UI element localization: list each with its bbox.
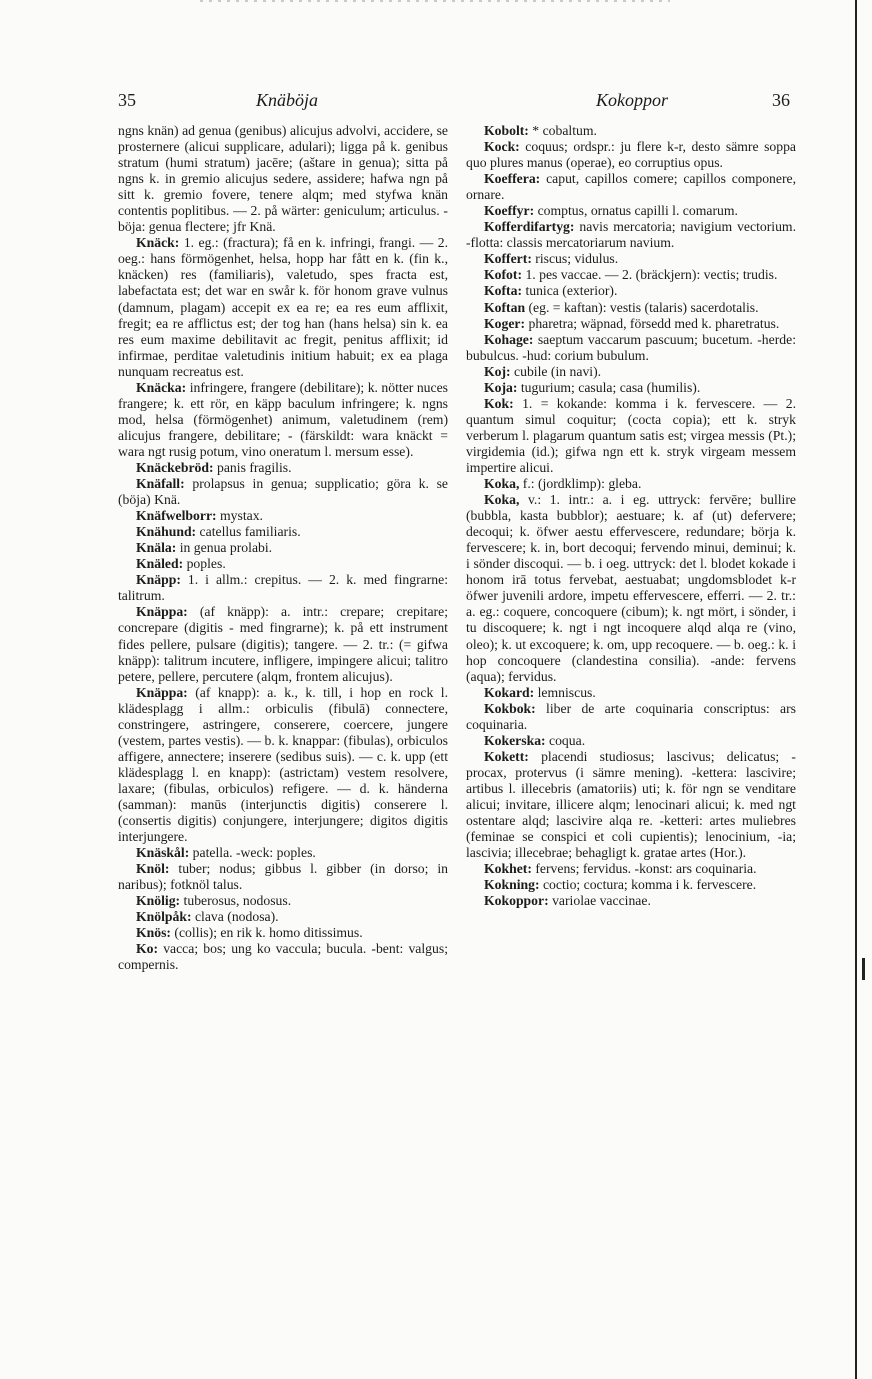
dictionary-entry xyxy=(466,332,796,364)
entry-headword: Knäppa: xyxy=(136,684,188,700)
dictionary-entry xyxy=(118,861,448,893)
entry-headword: Koeffera: xyxy=(484,171,541,187)
entry-headword: Knöl: xyxy=(136,861,170,877)
entry-definition: patella. -weck: poples. xyxy=(192,845,316,861)
entry-definition: in genua prolabi. xyxy=(179,540,273,556)
entry-definition: lemniscus. xyxy=(537,684,596,700)
dictionary-entry xyxy=(118,460,448,476)
dictionary-entry xyxy=(118,524,448,540)
entry-definition: coquus; ordspr.: ju flere k-r, desto sämre soppa quo plures manus (operae), eo corruptius opus. xyxy=(466,139,797,171)
entry-definition: tuber; nodus; gibbus l. gibber (in dorso; in naribus); fotknöl talus. xyxy=(118,861,448,893)
dictionary-entry xyxy=(118,540,448,556)
entry-headword: Knölig: xyxy=(136,893,181,909)
dictionary-entry xyxy=(466,364,796,380)
entry-headword: Kok: xyxy=(484,395,514,411)
dictionary-entry xyxy=(118,476,448,508)
entry-headword: Knähund: xyxy=(136,524,197,540)
entry-definition: 1. eg.: (fractura); få en k. infringi, frangi. — 2. oeg.: hans förmögenhet, helsa, hopp har fått en k. (fin k., knäcken) res (familiaris), valetudo, spes fracta est, labefactata est; det war en swår k. för honom grave vulnus (damnum, plagam) accepit ex ea re; ea res eum afflixit, fregit; ea re afflictus est; der tog han (hans helsa) sin k. ea res eum maxime debilitavit ac fregit, penitus afflixit; id infirmae, perditae valetudinis initium habuit; ex ea plaga nunquam recreatus est. xyxy=(118,235,449,379)
entry-definition: tunica (exterior). xyxy=(525,283,618,299)
running-head-right: Kokoppor xyxy=(596,90,668,110)
entry-definition: 1. i allm.: crepitus. — 2. k. med fingrarne: talitrum. xyxy=(118,572,448,604)
dictionary-entry xyxy=(466,476,796,492)
entry-headword: Knäskål: xyxy=(136,845,190,861)
entry-headword: Knäppa: xyxy=(136,604,188,620)
dictionary-entry xyxy=(118,909,448,925)
dictionary-entry xyxy=(466,139,796,171)
entry-headword: Kofta: xyxy=(484,283,523,299)
entry-definition: riscus; vidulus. xyxy=(535,251,619,267)
entry-definition: (af knapp): a. k., k. till, i hop en rock l. klädesplagg i allm.: orbiculis (fibulā) connectere, constringere, astringere, conserere, coercere, jungere (vestem, partes vestis). — b. k. knappar: (fibulas), orbiculos affigere, annectere; inserere (sedibus suis). — c. k. upp (ett klädesplagg l. en knapp): (astrictam) vestem resolvere, laxare; (fibulas, orbiculos) refigere. — d. k. händerna (samman): manūs (interjunctis digitis) conserere l. (consertis digitis) conjungere, interjungere; digitos digitis interjungere. xyxy=(118,684,449,845)
entry-headword: Knäpp: xyxy=(136,572,181,588)
dictionary-entry xyxy=(466,861,796,877)
dictionary-entry xyxy=(118,508,448,524)
entry-definition: cubile (in navi). xyxy=(514,363,602,379)
entry-definition: (af knäpp): a. intr.: crepare; crepitare; concrepare (digitis - med fingrarne); k. på ett instrument fides pellere, pulsare (digitis); tangere. — 2. tr.: (= gifwa knäpp): talitrum incutere, infligere, impingere alicui; talitro petere, pellere, percutere (alqm, frontem alicujus). xyxy=(118,604,448,684)
running-head-left: Knäböja xyxy=(256,90,319,110)
page-edge-mark xyxy=(862,958,865,980)
entry-headword: Kokett: xyxy=(484,748,529,764)
entry-headword: Kofot: xyxy=(484,267,523,283)
dictionary-entry xyxy=(466,893,796,909)
dictionary-entry xyxy=(118,845,448,861)
dictionary-entry xyxy=(118,556,448,572)
entry-definition: tuberosus, nodosus. xyxy=(183,893,292,909)
entry-definition: panis fragilis. xyxy=(217,459,292,475)
dictionary-entry xyxy=(466,492,796,685)
entry-definition: coqua. xyxy=(549,732,586,748)
entry-definition: fervens; fervidus. -konst: ars coquinaria. xyxy=(535,861,757,877)
dictionary-entry xyxy=(466,877,796,893)
dictionary-entry xyxy=(118,572,448,604)
right-column xyxy=(466,123,796,909)
entry-definition: variolae vaccinae. xyxy=(552,893,651,909)
entry-definition: catellus familiaris. xyxy=(199,524,301,540)
dictionary-entry xyxy=(118,604,448,684)
dictionary-entry xyxy=(466,251,796,267)
dictionary-entry xyxy=(466,749,796,861)
dictionary-entry xyxy=(466,203,796,219)
entry-definition: poples. xyxy=(186,556,226,572)
entry-definition: clava (nodosa). xyxy=(194,909,279,925)
dictionary-entry xyxy=(118,893,448,909)
dictionary-entry xyxy=(466,733,796,749)
entry-headword: Koger: xyxy=(484,315,526,331)
entry-headword: Kock: xyxy=(484,139,520,155)
entry-headword: Koka, xyxy=(484,492,520,508)
entry-headword: Koj: xyxy=(484,363,511,379)
entry-definition: (eg. = kaftan): vestis (talaris) sacerdotalis. xyxy=(528,299,759,315)
dictionary-entry xyxy=(466,380,796,396)
entry-headword: Kofferdifartyg: xyxy=(484,219,575,235)
entry-headword: Kobolt: xyxy=(484,123,529,138)
entry-headword: Knölpåk: xyxy=(136,909,192,925)
dictionary-entry xyxy=(118,925,448,941)
entry-headword: Knäckebröd: xyxy=(136,459,214,475)
dictionary-entry xyxy=(466,219,796,251)
entry-definition: vacca; bos; ung ko vaccula; bucula. -bent: valgus; compernis. xyxy=(118,941,448,973)
dictionary-entry xyxy=(466,396,796,476)
scan-artifact xyxy=(200,0,670,2)
entry-headword: Kokoppor: xyxy=(484,893,549,909)
dictionary-entry xyxy=(118,123,448,235)
entry-definition: pharetra; wäpnad, försedd med k. pharetratus. xyxy=(528,315,780,331)
entry-definition: tugurium; casula; casa (humilis). xyxy=(520,379,701,395)
dictionary-entry xyxy=(466,171,796,203)
entry-headword: Knäck: xyxy=(136,235,180,251)
entry-definition: coctio; coctura; komma i k. fervescere. xyxy=(542,877,757,893)
dictionary-entry xyxy=(466,283,796,299)
dictionary-entry xyxy=(466,300,796,316)
entry-headword: Knäcka: xyxy=(136,379,187,395)
entry-headword: Koeffyr: xyxy=(484,203,535,219)
entry-headword: Koja: xyxy=(484,379,518,395)
dictionary-entry xyxy=(466,316,796,332)
entry-definition: navis mercatoria; navigium vectorium. -flotta: classis mercatoriarum navium. xyxy=(466,219,797,251)
entry-definition: ngns knän) ad genua (genibus) alicujus advolvi, accidere, se prosternere (alicui supplicare, adulari); ligga på k. genibus stratum (humi stratum) jacēre; (aštare in genua); sitta på ngns k. in gremio alicujus sedere, assidere; hafwa ngn på sitt k. gremio fovere, tenere alqm; med styfwa knän contentis poplitibus. — 2. på wärter: geniculum; articulus. -böja: genua flectere; jfr Knä. xyxy=(118,123,448,235)
entry-definition: liber de arte coquinaria conscriptus: ars coquinaria. xyxy=(466,700,796,732)
entry-definition: infringere, frangere (debilitare); k. nötter nuces frangere; k. ett rör, en käpp baculum infringere; k. ngns mod, helsa (förmögenhet) animum, valetudinem (rem) alicujus frangere, debilitare; - (färskildt: wara knäckt = wara ngt rusig potum, vino oneratum l. mersum esse). xyxy=(118,379,448,459)
entry-definition: prolapsus in genua; supplicatio; göra k. se (böja) Knä. xyxy=(118,476,449,508)
entry-headword: Kokbok: xyxy=(484,700,536,716)
entry-headword: Ko: xyxy=(136,941,159,957)
left-column xyxy=(118,123,448,973)
entry-headword: Kokard: xyxy=(484,684,535,700)
entry-headword: Kokerska: xyxy=(484,732,546,748)
entry-definition: * cobaltum. xyxy=(532,123,597,138)
dictionary-entry xyxy=(118,380,448,460)
entry-definition: caput, capillos comere; capillos componere, ornare. xyxy=(466,171,797,203)
entry-headword: Knäfwelborr: xyxy=(136,508,217,524)
entry-definition: saeptum vaccarum pascuum; bucetum. -herde: bubulcus. -hud: corium bubulum. xyxy=(466,331,797,363)
entry-headword: Koka, xyxy=(484,476,520,492)
entry-headword: Kokhet: xyxy=(484,861,532,877)
entry-definition: comptus, ornatus capilli l. comarum. xyxy=(537,203,738,219)
dictionary-entry xyxy=(466,267,796,283)
entry-headword: Kokning: xyxy=(484,877,540,893)
dictionary-entry xyxy=(466,701,796,733)
dictionary-entry xyxy=(466,685,796,701)
entry-definition: 1. = kokande: komma i k. fervescere. — 2. quantum simul coquitur; (cocta copia); ett k. stryk verberum l. plagarum quantum satis est; virgea messis (Pt.); virgidemia (id.); gifwa ngn ett k. stryk virgeam messem impertire alicui. xyxy=(466,395,796,475)
entry-definition: mystax. xyxy=(220,508,263,524)
entry-definition: v.: 1. intr.: a. i eg. uttryck: fervēre; bullire (bubbla, kasta bubblor); aestuare; k. af (ut) defervere; decoqui; k. öfwer aestu effervescere, redundare; börja k. fervescere; k. in, bort decoqui; fervendo minui, deminui; k. i sönder discoqui. — b. i oeg. uttryck: det l. blodet kokade i honom irā totus fervebat, aestuabat; ungdomsblodet k-r öfwer juvenili ardore, impetu effervescere, efferri. — 2. tr.: a. eg.: coquere, concoquere (cibum); k. ngt mört, i sönder, i tu discoquere; k. ngt i ngt incoquere alqd alqa re (vino, oleo); k. ut excoquere; k. om, upp recoquere. — b. oeg.: k. i hop concoquere (clandestina consilia). -ande: fervens (aqua); fervidus. xyxy=(466,492,796,684)
entry-headword: Knös: xyxy=(136,925,171,941)
dictionary-entry xyxy=(118,941,448,973)
entry-headword: Knäfall: xyxy=(136,476,185,492)
entry-headword: Koftan xyxy=(484,299,526,315)
entry-definition: placendi studiosus; lascivus; delicatus; - procax, protervus (i sämre mening). -kettera: lascivire; artibus l. illecebris (amatoriis) uti; k. för ngn se venditare alicui; invitare, illicere alqm; lenocinari alicui; k. med ngt ostentare alqd; lascivire alqa re. -ketteri: artes muliebres (feminae se conspici et coli cupientis); lenocinium, -ia; lascivia; illecebrae; behagligt k. gratae artes (Hor.). xyxy=(466,748,796,861)
entry-definition: (collis); en rik k. homo ditissimus. xyxy=(174,925,363,941)
entry-headword: Knäla: xyxy=(136,540,177,556)
entry-headword: Koffert: xyxy=(484,251,532,267)
page-number-left: 35 xyxy=(118,90,136,110)
entry-definition: 1. pes vaccae. — 2. (bräckjern): vectis; trudis. xyxy=(525,267,778,283)
dictionary-entry xyxy=(466,123,796,139)
entry-definition: f.: (jordklimp): gleba. xyxy=(522,476,642,492)
dictionary-entry xyxy=(118,235,448,379)
entry-headword: Kohage: xyxy=(484,331,534,347)
page-edge-line xyxy=(855,0,857,1379)
dictionary-entry xyxy=(118,685,448,845)
page-header xyxy=(118,90,790,116)
page-number-right: 36 xyxy=(772,90,790,110)
entry-headword: Knäled: xyxy=(136,556,184,572)
